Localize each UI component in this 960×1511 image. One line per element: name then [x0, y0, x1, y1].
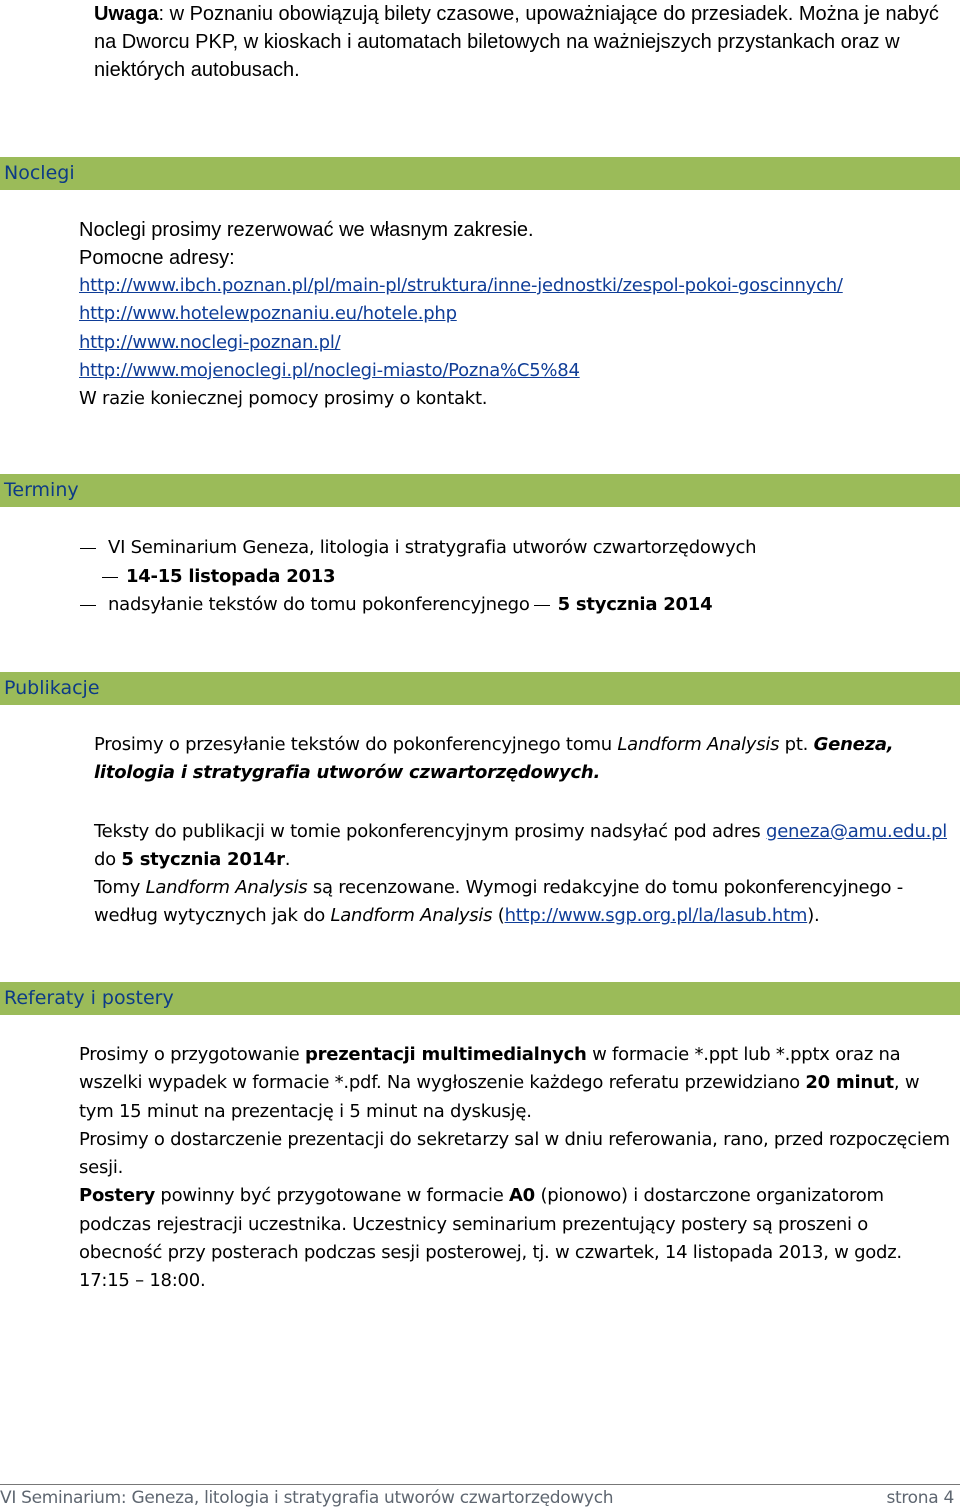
journal-name: Landform Analysis [145, 877, 308, 899]
publikacje-p1-text-b: pt. [779, 734, 814, 755]
referaty-p3-text: powinny być przygotowane w formacie [154, 1185, 509, 1207]
noclegi-link-noclegi-poznan[interactable]: http://www.noclegi-poznan.pl/ [79, 331, 341, 353]
terminy-list [80, 534, 940, 620]
publikacje-p2-text-c: . [284, 848, 291, 870]
publikacje-p3-text-d: ). [807, 905, 820, 927]
top-note-text: : w Poznaniu obowiązują bilety czasowe, upoważniające do przesiadek. Można je nabyć na Dworcu PKP, w kioskach i automatach biletowych na ważniejszych przystankach oraz w niektórych autobusach. [94, 3, 939, 81]
referaty-p1-text-b: w formacie *.ppt lub *.pptx oraz na wszelki wypadek w formacie *.pdf. Na wygłoszenie każdego referatu przewidziano [79, 1044, 901, 1094]
section-heading-terminy: Terminy [0, 474, 960, 507]
noclegi-content [79, 216, 949, 272]
referaty-paragraph-3 [79, 1182, 951, 1295]
section-heading-referaty: Referaty i postery [0, 982, 960, 1015]
journal-name: Landform Analysis [330, 905, 493, 927]
section-heading-publikacje: Publikacje [0, 672, 960, 705]
publikacje-p2-text-b: do [94, 848, 122, 870]
dash-bullet-icon [80, 548, 96, 549]
top-note-label: Uwaga [94, 3, 159, 25]
publikacje-paragraph-2 [94, 818, 954, 875]
terminy-item1-text: VI Seminarium Geneza, litologia i stratygrafia utworów czwartorzędowych [108, 537, 757, 558]
referaty-p3-bold: Postery [79, 1185, 155, 1207]
terminy-item [80, 591, 940, 620]
noclegi-contact-note: W razie koniecznej pomocy prosimy o kontakt. [79, 388, 488, 410]
footer-divider [0, 1484, 960, 1485]
terminy-item2-text: nadsyłanie tekstów do tomu pokonferencyjnego [108, 594, 530, 615]
journal-name: Landform Analysis [617, 734, 780, 755]
publikacje-p3-text-b: są recenzowane. Wymogi redakcyjne do tomu pokonferencyjnego - według wytycznych jak do [94, 877, 904, 927]
guidelines-link[interactable]: http://www.sgp.org.pl/la/lasub.htm [504, 905, 808, 927]
publikacje-p3-text: Tomy [94, 877, 146, 899]
referaty-paragraph-1 [79, 1041, 951, 1126]
email-link[interactable]: geneza@amu.edu.pl [766, 820, 948, 842]
noclegi-addresses-label: Pomocne adresy: [79, 247, 235, 269]
referaty-content [79, 1041, 951, 1296]
publikacje-p2-text: Teksty do publikacji w tomie pokonferencyjnym prosimy nadsyłać pod adres [94, 820, 767, 842]
dash-separator-icon [534, 605, 550, 606]
footer-left: VI Seminarium: Geneza, litologia i stratygrafia utworów czwartorzędowych [0, 1488, 614, 1508]
noclegi-link-ibch[interactable]: http://www.ibch.poznan.pl/pl/main-pl/struktura/inne-jednostki/zespol-pokoi-goscinnych/ [79, 275, 843, 296]
top-note [94, 0, 950, 84]
referaty-p1-text: Prosimy o przygotowanie [79, 1044, 305, 1065]
referaty-p3-text-b: (pionowo) i dostarczone organizatorom podczas rejestracji uczestnika. Uczestnicy seminarium prezentujący postery są proszeni o obecność przy posterach podczas sesji posterowej, tj. w czwartek, 14 listopada 2013, w godz. 17:15 – 18:00. [79, 1185, 902, 1292]
noclegi-links [79, 272, 954, 413]
section-heading-noclegi: Noclegi [0, 157, 960, 190]
referaty-p1-bold-2: 20 minut [805, 1072, 894, 1094]
publikacje-p3-text-c: ( [492, 905, 505, 927]
volume-title: Geneza, litologia i stratygrafia utworów czwartorzędowych. [94, 734, 894, 784]
terminy-item1-date-row [80, 563, 940, 592]
dash-bullet-icon [80, 605, 96, 606]
referaty-paragraph-2: Prosimy o dostarczenie prezentacji do sekretarzy sal w dniu referowania, rano, przed rozpoczęciem sesji. [79, 1128, 950, 1179]
publikacje-p1-text: Prosimy o przesyłanie tekstów do pokonferencyjnego tomu [94, 734, 618, 755]
footer-page-number: strona 4 [886, 1488, 954, 1508]
noclegi-link-hotelewpoznaniu[interactable]: http://www.hotelewpoznaniu.eu/hotele.php [79, 303, 457, 325]
dash-bullet-icon [102, 577, 118, 578]
terminy-item [80, 534, 940, 563]
publikacje-content [94, 731, 954, 931]
deadline-date: 5 stycznia 2014r [121, 848, 285, 870]
publikacje-paragraph-3 [94, 874, 954, 931]
noclegi-link-mojenoclegi[interactable]: http://www.mojenoclegi.pl/noclegi-miasto/Pozna%C5%84 [79, 359, 580, 381]
noclegi-intro: Noclegi prosimy rezerwować we własnym zakresie. [79, 219, 534, 241]
publikacje-paragraph-1 [94, 731, 954, 788]
terminy-item1-date: 14-15 listopada 2013 [126, 565, 336, 587]
referaty-p3-bold-2: A0 [509, 1185, 535, 1207]
referaty-p1-text-c: , w tym 15 minut na prezentację i 5 minut na dyskusję. [79, 1072, 920, 1122]
terminy-item2-date: 5 stycznia 2014 [557, 594, 713, 615]
referaty-p1-bold: prezentacji multimedialnych [304, 1044, 587, 1065]
